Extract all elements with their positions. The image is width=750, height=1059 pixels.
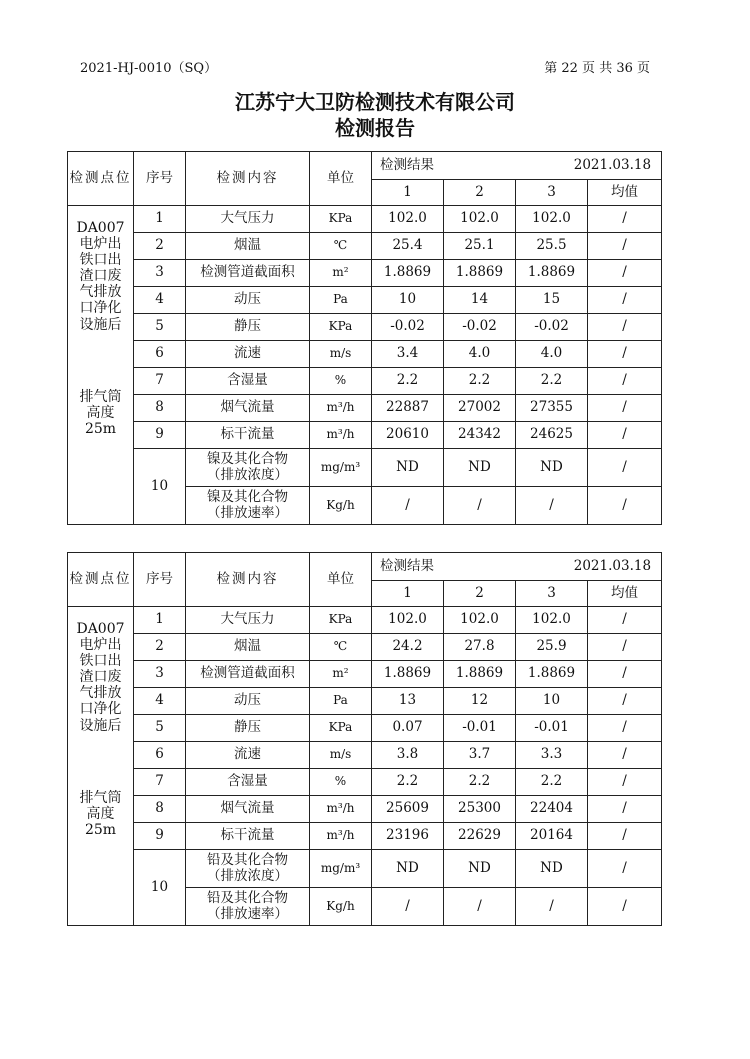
unit-cell: Kg/h <box>310 888 372 926</box>
value-cell: 24342 <box>444 422 516 449</box>
average-cell: / <box>588 796 662 823</box>
value-cell: 2.2 <box>444 769 516 796</box>
average-cell: / <box>588 634 662 661</box>
location-line: 电炉出 <box>79 637 122 654</box>
unit-cell: m² <box>310 260 372 287</box>
header-seq: 序号 <box>134 152 186 206</box>
value-cell: 25.9 <box>516 634 588 661</box>
value-cell: 25.5 <box>516 233 588 260</box>
header-run-1: 1 <box>372 581 444 607</box>
average-cell: / <box>588 607 662 634</box>
table-row <box>68 395 662 422</box>
header-average: 均值 <box>588 581 662 607</box>
seq-cell: 8 <box>134 796 186 823</box>
value-cell: 22404 <box>516 796 588 823</box>
item-cell: 烟气流量 <box>186 796 310 823</box>
seq-cell: 10 <box>134 449 186 525</box>
item-cell: 大气压力 <box>186 206 310 233</box>
location-line: 设施后 <box>79 717 122 734</box>
unit-cell: m² <box>310 661 372 688</box>
item-cell: 静压 <box>186 314 310 341</box>
location-line: 铁口出 <box>79 653 122 670</box>
unit-cell: % <box>310 368 372 395</box>
table-row <box>68 769 662 796</box>
location-line: 渣口废 <box>79 268 122 285</box>
item-cell: 检测管道截面积 <box>186 260 310 287</box>
header-point: 检测点位 <box>68 553 134 607</box>
header-results <box>372 152 662 180</box>
item-cell: 烟气流量 <box>186 395 310 422</box>
results-label: 检测结果 <box>380 156 434 173</box>
unit-cell: mg/m³ <box>310 449 372 487</box>
value-cell: 1.8869 <box>372 661 444 688</box>
value-cell: 14 <box>444 287 516 314</box>
document-title: 检测报告 <box>335 116 415 140</box>
table-row <box>68 368 662 395</box>
item-cell: 大气压力 <box>186 607 310 634</box>
average-cell: / <box>588 341 662 368</box>
value-cell: 25300 <box>444 796 516 823</box>
value-cell: 1.8869 <box>444 260 516 287</box>
value-cell: 25.4 <box>372 233 444 260</box>
value-cell: 0.07 <box>372 715 444 742</box>
table-row <box>68 206 662 233</box>
value-cell: 27.8 <box>444 634 516 661</box>
unit-cell: m³/h <box>310 823 372 850</box>
header-seq: 序号 <box>134 553 186 607</box>
unit-cell: m/s <box>310 742 372 769</box>
unit-cell: mg/m³ <box>310 850 372 888</box>
value-cell: 10 <box>372 287 444 314</box>
company-title: 江苏宁大卫防检测技术有限公司 <box>235 90 515 114</box>
unit-cell: KPa <box>310 607 372 634</box>
unit-cell: ℃ <box>310 634 372 661</box>
table-row <box>68 823 662 850</box>
unit-cell: m³/h <box>310 796 372 823</box>
seq-cell: 9 <box>134 823 186 850</box>
item-qualifier: （排放浓度） <box>207 867 288 884</box>
header-unit: 单位 <box>310 152 372 206</box>
value-cell: ND <box>372 850 444 888</box>
value-cell: 22629 <box>444 823 516 850</box>
value-cell: 27002 <box>444 395 516 422</box>
seq-cell: 5 <box>134 715 186 742</box>
value-cell: 102.0 <box>516 607 588 634</box>
value-cell: 20164 <box>516 823 588 850</box>
value-cell: 24625 <box>516 422 588 449</box>
value-cell: 24.2 <box>372 634 444 661</box>
value-cell: 15 <box>516 287 588 314</box>
seq-cell: 7 <box>134 769 186 796</box>
value-cell: 102.0 <box>372 607 444 634</box>
page-indicator: 第 22 页 共 36 页 <box>544 61 650 76</box>
average-cell: / <box>588 260 662 287</box>
average-cell: / <box>588 715 662 742</box>
seq-cell: 5 <box>134 314 186 341</box>
unit-cell: Pa <box>310 287 372 314</box>
value-cell: / <box>444 888 516 926</box>
location-line: 铁口出 <box>79 252 122 269</box>
header-run-2: 2 <box>444 581 516 607</box>
average-cell: / <box>588 368 662 395</box>
location-line: DA007 <box>76 220 125 236</box>
item-cell: 标干流量 <box>186 422 310 449</box>
seq-cell: 6 <box>134 742 186 769</box>
stack-line: 25m <box>84 821 117 838</box>
value-cell: 2.2 <box>516 368 588 395</box>
value-cell: / <box>516 487 588 525</box>
stack-line: 高度 <box>86 805 115 822</box>
table-row <box>68 233 662 260</box>
location-line: 气排放 <box>79 685 122 702</box>
value-cell: 102.0 <box>372 206 444 233</box>
header-run-1: 1 <box>372 180 444 206</box>
value-cell: 2.2 <box>372 368 444 395</box>
item-cell: 静压 <box>186 715 310 742</box>
value-cell: 4.0 <box>516 341 588 368</box>
location-line: DA007 <box>76 621 125 637</box>
location-line: 设施后 <box>79 316 122 333</box>
unit-cell: m³/h <box>310 422 372 449</box>
header-run-2: 2 <box>444 180 516 206</box>
item-qualifier: （排放速率） <box>207 504 288 521</box>
item-name: 铅及其化合物 <box>207 851 288 868</box>
item-cell: 烟温 <box>186 233 310 260</box>
stack-line: 排气筒 <box>79 388 122 405</box>
value-cell: 25609 <box>372 796 444 823</box>
value-cell: 12 <box>444 688 516 715</box>
table-row <box>68 688 662 715</box>
average-cell: / <box>588 487 662 525</box>
value-cell: 3.7 <box>444 742 516 769</box>
stack-line: 排气筒 <box>79 789 122 806</box>
value-cell: 1.8869 <box>516 260 588 287</box>
seq-cell: 6 <box>134 341 186 368</box>
table-row <box>68 422 662 449</box>
value-cell: -0.02 <box>516 314 588 341</box>
unit-cell: KPa <box>310 314 372 341</box>
header-results <box>372 553 662 581</box>
table-row <box>68 661 662 688</box>
value-cell: 2.2 <box>372 769 444 796</box>
table-row <box>68 449 662 487</box>
seq-cell: 1 <box>134 607 186 634</box>
item-cell <box>186 888 310 926</box>
average-cell: / <box>588 888 662 926</box>
seq-cell: 2 <box>134 634 186 661</box>
value-cell: 102.0 <box>444 607 516 634</box>
item-cell: 标干流量 <box>186 823 310 850</box>
item-cell: 动压 <box>186 287 310 314</box>
average-cell: / <box>588 314 662 341</box>
value-cell: 4.0 <box>444 341 516 368</box>
table-row <box>68 634 662 661</box>
unit-cell: KPa <box>310 206 372 233</box>
average-cell: / <box>588 850 662 888</box>
value-cell: / <box>516 888 588 926</box>
stack-line: 25m <box>84 420 117 437</box>
sampling-point <box>68 206 134 525</box>
item-cell: 检测管道截面积 <box>186 661 310 688</box>
unit-cell: KPa <box>310 715 372 742</box>
item-cell: 流速 <box>186 341 310 368</box>
header-run-3: 3 <box>516 581 588 607</box>
value-cell: -0.01 <box>516 715 588 742</box>
table-row <box>68 607 662 634</box>
seq-cell: 3 <box>134 260 186 287</box>
value-cell: ND <box>372 449 444 487</box>
test-date: 2021.03.18 <box>573 557 652 574</box>
sampling-point <box>68 607 134 926</box>
location-line: 电炉出 <box>79 236 122 253</box>
value-cell: 25.1 <box>444 233 516 260</box>
item-qualifier: （排放浓度） <box>207 466 288 483</box>
unit-cell: m³/h <box>310 395 372 422</box>
seq-cell: 8 <box>134 395 186 422</box>
item-cell <box>186 449 310 487</box>
unit-cell: Kg/h <box>310 487 372 525</box>
measurement-table-1 <box>67 151 662 525</box>
value-cell: 13 <box>372 688 444 715</box>
average-cell: / <box>588 287 662 314</box>
average-cell: / <box>588 206 662 233</box>
value-cell: 2.2 <box>516 769 588 796</box>
value-cell: 10 <box>516 688 588 715</box>
report-number: 2021-HJ-0010（SQ） <box>80 61 218 76</box>
value-cell: 1.8869 <box>516 661 588 688</box>
location-line: 气排放 <box>79 284 122 301</box>
seq-cell: 9 <box>134 422 186 449</box>
value-cell: ND <box>444 850 516 888</box>
table-row <box>68 742 662 769</box>
average-cell: / <box>588 742 662 769</box>
item-cell <box>186 487 310 525</box>
item-name: 镍及其化合物 <box>207 488 288 505</box>
unit-cell: Pa <box>310 688 372 715</box>
stack-line: 高度 <box>86 404 115 421</box>
value-cell: 22887 <box>372 395 444 422</box>
average-cell: / <box>588 233 662 260</box>
seq-cell: 4 <box>134 287 186 314</box>
item-qualifier: （排放速率） <box>207 905 288 922</box>
value-cell: 27355 <box>516 395 588 422</box>
value-cell: 102.0 <box>516 206 588 233</box>
seq-cell: 1 <box>134 206 186 233</box>
average-cell: / <box>588 688 662 715</box>
item-cell <box>186 850 310 888</box>
seq-cell: 7 <box>134 368 186 395</box>
item-name: 镍及其化合物 <box>207 450 288 467</box>
table-row <box>68 314 662 341</box>
seq-cell: 2 <box>134 233 186 260</box>
value-cell: -0.01 <box>444 715 516 742</box>
results-label: 检测结果 <box>380 557 434 574</box>
value-cell: 2.2 <box>444 368 516 395</box>
table-row <box>68 796 662 823</box>
table-row <box>68 260 662 287</box>
location-line: 口净化 <box>79 300 122 317</box>
value-cell: ND <box>516 449 588 487</box>
location-line: 渣口废 <box>79 669 122 686</box>
value-cell: 102.0 <box>444 206 516 233</box>
location-line: 口净化 <box>79 701 122 718</box>
value-cell: 3.3 <box>516 742 588 769</box>
unit-cell: % <box>310 769 372 796</box>
value-cell: 1.8869 <box>372 260 444 287</box>
item-cell: 含湿量 <box>186 769 310 796</box>
average-cell: / <box>588 449 662 487</box>
value-cell: 23196 <box>372 823 444 850</box>
measurement-table-2 <box>67 552 662 926</box>
test-date: 2021.03.18 <box>573 156 652 173</box>
value-cell: 3.4 <box>372 341 444 368</box>
header-run-3: 3 <box>516 180 588 206</box>
seq-cell: 3 <box>134 661 186 688</box>
average-cell: / <box>588 823 662 850</box>
value-cell: / <box>372 487 444 525</box>
value-cell: / <box>372 888 444 926</box>
value-cell: -0.02 <box>372 314 444 341</box>
value-cell: 3.8 <box>372 742 444 769</box>
unit-cell: m/s <box>310 341 372 368</box>
item-cell: 动压 <box>186 688 310 715</box>
value-cell: -0.02 <box>444 314 516 341</box>
item-name: 铅及其化合物 <box>207 889 288 906</box>
value-cell: / <box>444 487 516 525</box>
average-cell: / <box>588 769 662 796</box>
value-cell: ND <box>444 449 516 487</box>
value-cell: 20610 <box>372 422 444 449</box>
item-cell: 含湿量 <box>186 368 310 395</box>
average-cell: / <box>588 395 662 422</box>
value-cell: ND <box>516 850 588 888</box>
table-row <box>68 715 662 742</box>
item-cell: 烟温 <box>186 634 310 661</box>
average-cell: / <box>588 422 662 449</box>
header-item: 检测内容 <box>186 152 310 206</box>
table-row <box>68 287 662 314</box>
unit-cell: ℃ <box>310 233 372 260</box>
table-row <box>68 341 662 368</box>
value-cell: 1.8869 <box>444 661 516 688</box>
seq-cell: 4 <box>134 688 186 715</box>
header-point: 检测点位 <box>68 152 134 206</box>
table-row <box>68 850 662 888</box>
seq-cell: 10 <box>134 850 186 926</box>
header-unit: 单位 <box>310 553 372 607</box>
header-average: 均值 <box>588 180 662 206</box>
header-item: 检测内容 <box>186 553 310 607</box>
item-cell: 流速 <box>186 742 310 769</box>
average-cell: / <box>588 661 662 688</box>
